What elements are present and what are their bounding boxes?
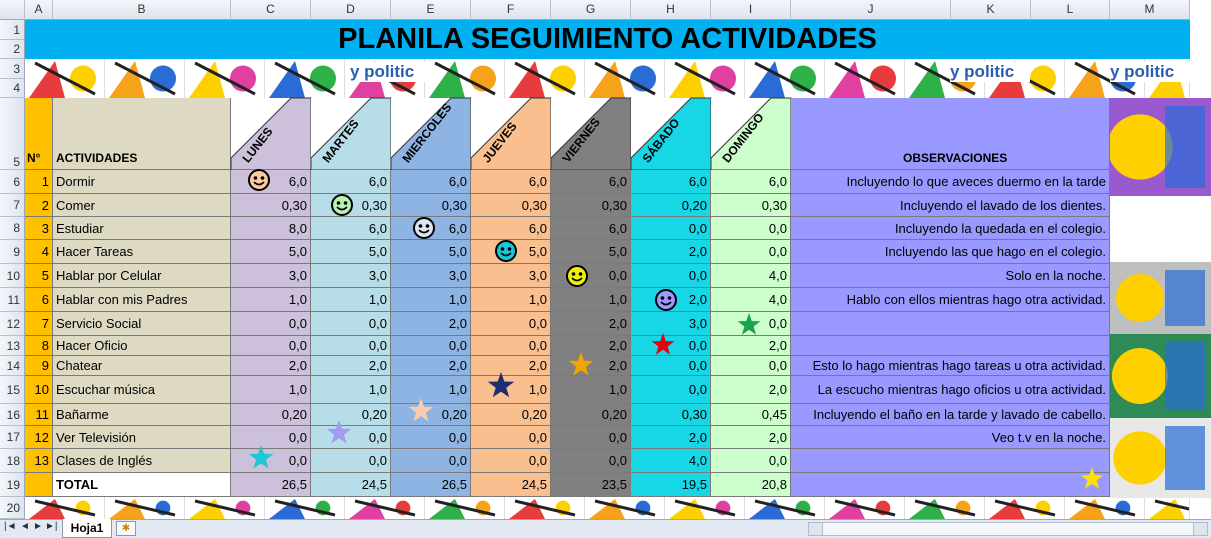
header-activities xyxy=(53,98,231,170)
value-cell: 5,0 xyxy=(391,240,471,264)
row-header-13[interactable]: 13 xyxy=(0,336,25,356)
bottom-clipart xyxy=(745,497,825,519)
value-cell: 3,0 xyxy=(311,264,391,288)
value-cell: 4,0 xyxy=(631,449,711,473)
column-header-d[interactable]: D xyxy=(311,0,391,20)
bottom-clipart xyxy=(1145,497,1190,519)
value-cell: 0,30 xyxy=(711,194,791,217)
activity-cell: Comer xyxy=(53,194,231,217)
activity-cell: Bañarme xyxy=(53,404,231,426)
sun-icon xyxy=(1080,467,1104,491)
row-number-cell: 1 xyxy=(25,170,53,194)
value-cell: 1,0 xyxy=(471,288,551,312)
top-clipart xyxy=(105,59,185,98)
bottom-clipart xyxy=(985,497,1065,519)
value-cell: 2,0 xyxy=(711,376,791,404)
last-sheet-icon[interactable]: ►| xyxy=(45,521,58,532)
value-cell: 0,0 xyxy=(631,356,711,376)
observation-cell xyxy=(791,336,1110,356)
observation-cell xyxy=(791,449,1110,473)
prev-sheet-icon[interactable]: ◄ xyxy=(20,521,30,532)
value-cell: 5,0 xyxy=(311,240,391,264)
value-cell: 1,0 xyxy=(551,376,631,404)
bottom-clipart xyxy=(825,497,905,519)
column-header-g[interactable]: G xyxy=(551,0,631,20)
total-value-cell: 24,5 xyxy=(471,473,551,497)
activity-cell: Dormir xyxy=(53,170,231,194)
value-cell: 6,0 xyxy=(231,170,311,194)
row-header-11[interactable]: 11 xyxy=(0,288,25,312)
header-activities-label: ACTIVIDADES xyxy=(56,151,138,165)
star-icon xyxy=(248,445,274,471)
smiley-icon xyxy=(566,265,588,287)
value-cell: 0,0 xyxy=(391,426,471,449)
top-clipart xyxy=(265,59,345,98)
value-cell: 4,0 xyxy=(711,288,791,312)
top-clipart xyxy=(825,59,905,98)
value-cell: 2,0 xyxy=(711,426,791,449)
value-cell: 0,0 xyxy=(471,336,551,356)
value-cell: 0,20 xyxy=(471,404,551,426)
activity-cell: Escuchar música xyxy=(53,376,231,404)
deco-text: y politic xyxy=(950,62,1030,82)
column-header-b[interactable]: B xyxy=(53,0,231,20)
star-icon xyxy=(568,352,594,378)
value-cell: 0,0 xyxy=(551,426,631,449)
value-cell: 2,0 xyxy=(551,336,631,356)
value-cell: 6,0 xyxy=(391,170,471,194)
day-header-label: VIERNES xyxy=(559,115,603,166)
value-cell: 0,20 xyxy=(231,404,311,426)
side-clipart xyxy=(1110,98,1211,196)
value-cell: 0,0 xyxy=(231,312,311,336)
smiley-icon xyxy=(495,240,517,262)
sheet-tab-bar xyxy=(0,519,1211,538)
observation-cell: Incluyendo el baño en la tarde y lavado de cabello. xyxy=(791,404,1110,426)
value-cell: 1,0 xyxy=(231,376,311,404)
observation-cell: Incluyendo las que hago en el colegio. xyxy=(791,240,1110,264)
observation-cell: Incluyendo lo que aveces duermo en la tarde xyxy=(791,170,1110,194)
observation-cell xyxy=(791,312,1110,336)
total-value-cell: 26,5 xyxy=(231,473,311,497)
value-cell: 2,0 xyxy=(551,356,631,376)
row-number-cell: 10 xyxy=(25,376,53,404)
observation-cell: La escucho mientras hago oficios u otra actividad. xyxy=(791,376,1110,404)
value-cell: 0,0 xyxy=(711,312,791,336)
value-cell: 0,0 xyxy=(711,240,791,264)
total-value-cell: 19,5 xyxy=(631,473,711,497)
value-cell: 0,30 xyxy=(311,194,391,217)
column-header-k[interactable]: K xyxy=(951,0,1031,20)
star-icon xyxy=(326,420,352,446)
header-observations xyxy=(791,98,1110,170)
row-header-16[interactable]: 16 xyxy=(0,404,25,426)
smiley-icon xyxy=(655,289,677,311)
top-clipart xyxy=(185,59,265,98)
total-value-cell: 24,5 xyxy=(311,473,391,497)
value-cell: 2,0 xyxy=(391,356,471,376)
value-cell: 2,0 xyxy=(471,356,551,376)
row-header-2[interactable]: 2 xyxy=(0,40,25,59)
value-cell: 0,0 xyxy=(631,217,711,240)
value-cell: 0,0 xyxy=(311,426,391,449)
value-cell: 0,20 xyxy=(551,404,631,426)
value-cell: 0,30 xyxy=(631,404,711,426)
activity-cell: Clases de Inglés xyxy=(53,449,231,473)
header-day-1 xyxy=(311,98,391,170)
value-cell: 4,0 xyxy=(711,264,791,288)
value-cell: 0,0 xyxy=(711,449,791,473)
value-cell: 1,0 xyxy=(551,288,631,312)
row-number-cell: 5 xyxy=(25,264,53,288)
deco-text: y politic xyxy=(1110,62,1190,82)
star-icon xyxy=(487,372,515,400)
row-header-6[interactable]: 6 xyxy=(0,170,25,194)
side-clipart xyxy=(1110,262,1211,334)
value-cell: 5,0 xyxy=(231,240,311,264)
value-cell: 0,0 xyxy=(471,449,551,473)
value-cell: 2,0 xyxy=(631,288,711,312)
column-header-i[interactable]: I xyxy=(711,0,791,20)
activity-cell: Estudiar xyxy=(53,217,231,240)
bottom-clipart xyxy=(425,497,505,519)
row-header-4[interactable]: 4 xyxy=(0,79,25,98)
value-cell: 6,0 xyxy=(631,170,711,194)
header-day-2 xyxy=(391,98,471,170)
bottom-clipart xyxy=(505,497,585,519)
value-cell: 2,0 xyxy=(231,356,311,376)
day-header-label: MARTES xyxy=(319,116,362,166)
select-all-corner[interactable] xyxy=(0,0,25,20)
day-header-label: JUEVES xyxy=(479,119,520,166)
row-header-20[interactable]: 20 xyxy=(0,497,25,519)
value-cell: 0,0 xyxy=(631,264,711,288)
row-number-cell: 6 xyxy=(25,288,53,312)
smiley-icon xyxy=(413,217,435,239)
value-cell: 5,0 xyxy=(471,240,551,264)
observation-cell: Esto lo hago mientras hago tareas u otra actividad. xyxy=(791,356,1110,376)
value-cell: 0,0 xyxy=(711,217,791,240)
bottom-clipart xyxy=(1065,497,1145,519)
row-header-12[interactable]: 12 xyxy=(0,312,25,336)
value-cell: 0,0 xyxy=(311,312,391,336)
value-cell: 6,0 xyxy=(311,217,391,240)
activity-cell: Servicio Social xyxy=(53,312,231,336)
row-number-cell: 2 xyxy=(25,194,53,217)
value-cell: 0,0 xyxy=(391,336,471,356)
value-cell: 0,45 xyxy=(711,404,791,426)
smiley-icon xyxy=(248,169,270,191)
bottom-clipart xyxy=(185,497,265,519)
row-number-cell: 3 xyxy=(25,217,53,240)
value-cell: 2,0 xyxy=(551,312,631,336)
day-header-label: SÁBADO xyxy=(639,115,683,166)
value-cell: 0,20 xyxy=(631,194,711,217)
header-observations-label: OBSERVACIONES xyxy=(903,151,1008,165)
value-cell: 0,20 xyxy=(311,404,391,426)
header-day-6 xyxy=(711,98,791,170)
value-cell: 1,0 xyxy=(471,376,551,404)
total-number-cell xyxy=(25,473,53,497)
value-cell: 0,0 xyxy=(551,264,631,288)
value-cell: 0,0 xyxy=(471,312,551,336)
value-cell: 1,0 xyxy=(311,288,391,312)
activity-cell: Hablar con mis Padres xyxy=(53,288,231,312)
value-cell: 6,0 xyxy=(551,170,631,194)
value-cell: 3,0 xyxy=(391,264,471,288)
bottom-clipart xyxy=(25,497,105,519)
observation-cell: Incluyendo el lavado de los dientes. xyxy=(791,194,1110,217)
row-header-3[interactable]: 3 xyxy=(0,59,25,79)
value-cell: 0,0 xyxy=(311,449,391,473)
column-header-e[interactable]: E xyxy=(391,0,471,20)
row-header-1[interactable]: 1 xyxy=(0,20,25,40)
value-cell: 3,0 xyxy=(631,312,711,336)
sheet-title: PLANILA SEGUIMIENTO ACTIVIDADES xyxy=(25,20,1190,59)
row-header-10[interactable]: 10 xyxy=(0,264,25,288)
value-cell: 1,0 xyxy=(311,376,391,404)
value-cell: 0,0 xyxy=(471,426,551,449)
total-value-cell: 26,5 xyxy=(391,473,471,497)
bottom-clipart xyxy=(265,497,345,519)
day-header-label: LUNES xyxy=(239,124,276,166)
header-number-label: N° xyxy=(27,151,41,165)
row-number-cell: 13 xyxy=(25,449,53,473)
value-cell: 2,0 xyxy=(311,356,391,376)
total-value-cell: 23,5 xyxy=(551,473,631,497)
value-cell: 5,0 xyxy=(551,240,631,264)
top-clipart xyxy=(745,59,825,98)
insert-sheet-icon[interactable]: ✱ xyxy=(116,521,136,536)
value-cell: 0,30 xyxy=(391,194,471,217)
star-icon xyxy=(651,333,675,357)
total-label-cell: TOTAL xyxy=(53,473,231,497)
top-clipart xyxy=(665,59,745,98)
activity-cell: Hacer Tareas xyxy=(53,240,231,264)
value-cell: 6,0 xyxy=(711,170,791,194)
total-value-cell: 20,8 xyxy=(711,473,791,497)
column-header-f[interactable]: F xyxy=(471,0,551,20)
row-number-cell: 7 xyxy=(25,312,53,336)
value-cell: 0,30 xyxy=(551,194,631,217)
value-cell: 3,0 xyxy=(471,264,551,288)
row-header-19[interactable]: 19 xyxy=(0,473,25,497)
value-cell: 8,0 xyxy=(231,217,311,240)
value-cell: 0,0 xyxy=(231,336,311,356)
value-cell: 0,0 xyxy=(551,449,631,473)
bottom-clipart xyxy=(585,497,665,519)
row-header-15[interactable]: 15 xyxy=(0,376,25,404)
deco-text: y politic xyxy=(350,62,430,82)
column-header-h[interactable]: H xyxy=(631,0,711,20)
row-header-14[interactable]: 14 xyxy=(0,356,25,376)
star-icon xyxy=(408,398,434,424)
top-clipart xyxy=(585,59,665,98)
sheet-tab-hoja1[interactable]: Hoja1 xyxy=(62,519,112,538)
column-header-j[interactable]: J xyxy=(791,0,951,20)
value-cell: 0,0 xyxy=(231,449,311,473)
value-cell: 6,0 xyxy=(471,170,551,194)
column-header-c[interactable]: C xyxy=(231,0,311,20)
header-day-0 xyxy=(231,98,311,170)
value-cell: 6,0 xyxy=(391,217,471,240)
value-cell: 0,0 xyxy=(631,336,711,356)
star-icon xyxy=(737,313,761,337)
activity-cell: Hablar por Celular xyxy=(53,264,231,288)
value-cell: 1,0 xyxy=(391,376,471,404)
value-cell: 1,0 xyxy=(391,288,471,312)
top-clipart xyxy=(25,59,105,98)
horizontal-scrollbar[interactable] xyxy=(808,522,1208,536)
header-day-5 xyxy=(631,98,711,170)
activity-cell: Hacer Oficio xyxy=(53,336,231,356)
value-cell: 0,0 xyxy=(311,336,391,356)
header-number xyxy=(25,98,53,170)
total-observation-cell xyxy=(791,473,1110,497)
row-header-7[interactable]: 7 xyxy=(0,194,25,217)
deco-text xyxy=(1160,431,1211,491)
row-number-cell: 8 xyxy=(25,336,53,356)
value-cell: 0,0 xyxy=(631,376,711,404)
value-cell: 3,0 xyxy=(231,264,311,288)
value-cell: 6,0 xyxy=(471,217,551,240)
header-day-4 xyxy=(551,98,631,170)
row-header-9[interactable]: 9 xyxy=(0,240,25,264)
row-header-5[interactable]: 5 xyxy=(0,98,25,170)
value-cell: 2,0 xyxy=(631,240,711,264)
header-day-3 xyxy=(471,98,551,170)
top-clipart xyxy=(505,59,585,98)
value-cell: 6,0 xyxy=(551,217,631,240)
bottom-clipart xyxy=(345,497,425,519)
day-header-label: DOMINGO xyxy=(719,110,767,166)
row-header-17[interactable]: 17 xyxy=(0,426,25,449)
value-cell: 0,0 xyxy=(711,356,791,376)
first-sheet-icon[interactable]: |◄ xyxy=(4,521,17,532)
row-header-8[interactable]: 8 xyxy=(0,217,25,240)
top-clipart xyxy=(425,59,505,98)
side-clipart xyxy=(1110,334,1211,418)
day-header-label: MIERCOLES xyxy=(399,100,455,166)
activity-cell: Ver Televisión xyxy=(53,426,231,449)
row-number-cell: 12 xyxy=(25,426,53,449)
row-number-cell: 9 xyxy=(25,356,53,376)
column-header-a[interactable]: A xyxy=(25,0,53,20)
bottom-clipart xyxy=(105,497,185,519)
value-cell: 2,0 xyxy=(391,312,471,336)
row-number-cell: 4 xyxy=(25,240,53,264)
value-cell: 1,0 xyxy=(231,288,311,312)
activity-cell: Chatear xyxy=(53,356,231,376)
row-header-18[interactable]: 18 xyxy=(0,449,25,473)
value-cell: 0,20 xyxy=(391,404,471,426)
observation-cell: Veo t.v en la noche. xyxy=(791,426,1110,449)
next-sheet-icon[interactable]: ► xyxy=(33,521,43,532)
observation-cell: Hablo con ellos mientras hago otra actividad. xyxy=(791,288,1110,312)
bottom-clipart xyxy=(905,497,985,519)
column-header-m[interactable]: M xyxy=(1110,0,1190,20)
column-header-l[interactable]: L xyxy=(1031,0,1110,20)
bottom-clipart xyxy=(665,497,745,519)
value-cell: 0,0 xyxy=(231,426,311,449)
value-cell: 2,0 xyxy=(631,426,711,449)
row-number-cell: 11 xyxy=(25,404,53,426)
smiley-icon xyxy=(331,194,353,216)
value-cell: 0,0 xyxy=(391,449,471,473)
observation-cell: Incluyendo la quedada en el colegio. xyxy=(791,217,1110,240)
value-cell: 0,30 xyxy=(231,194,311,217)
observation-cell: Solo en la noche. xyxy=(791,264,1110,288)
value-cell: 0,30 xyxy=(471,194,551,217)
value-cell: 6,0 xyxy=(311,170,391,194)
value-cell: 2,0 xyxy=(711,336,791,356)
